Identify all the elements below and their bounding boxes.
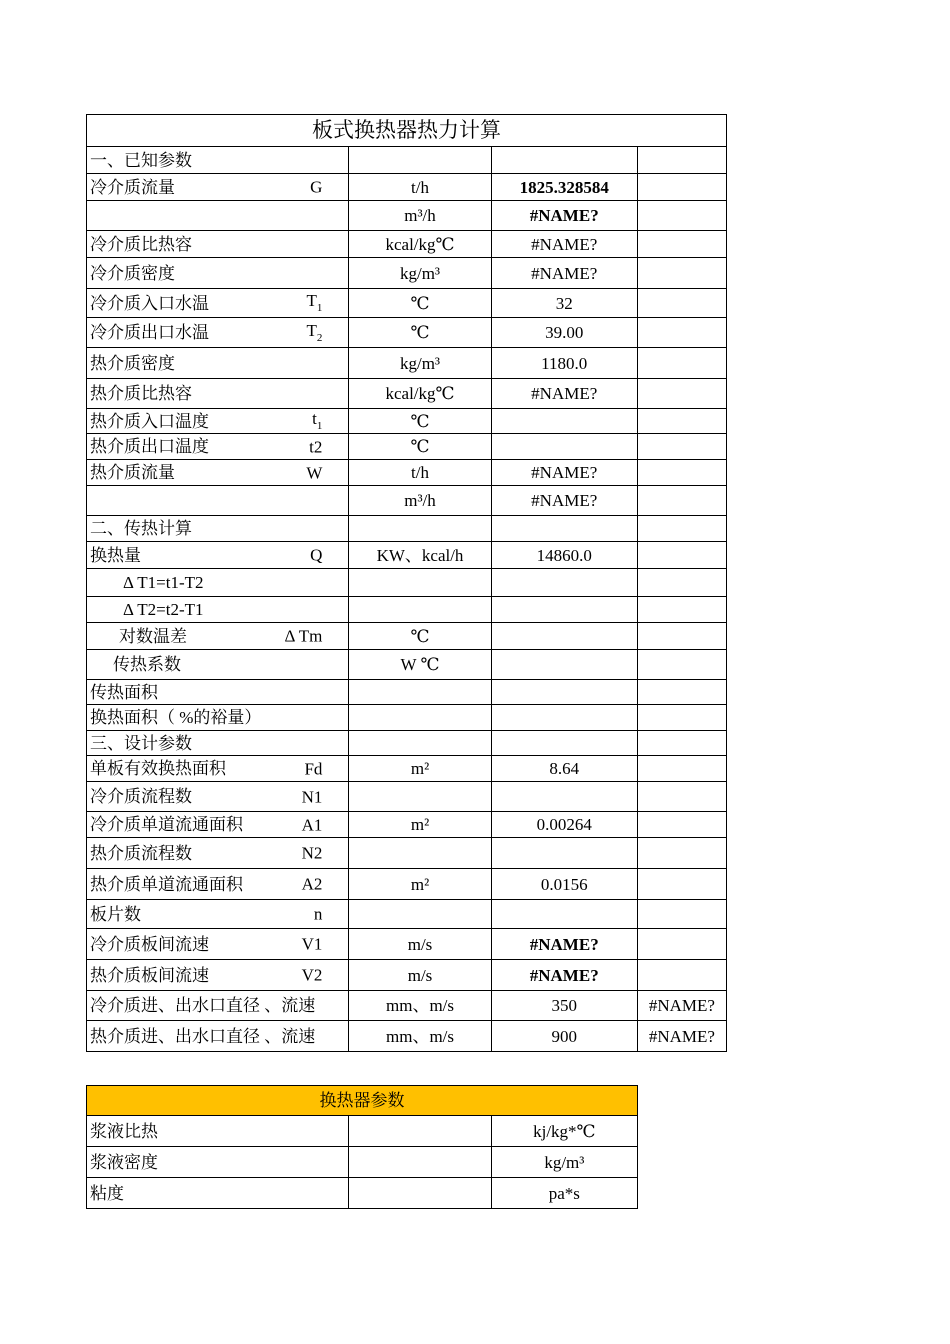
value-cell[interactable]: 1180.0 — [491, 348, 637, 379]
param-label: 冷介质出口水温 — [90, 323, 209, 342]
unit-cell[interactable]: KW、kcal/h — [349, 542, 491, 569]
param-label: 热介质比热容 — [90, 384, 192, 403]
table-row — [87, 929, 727, 960]
table-row — [87, 201, 727, 231]
param-label-cell[interactable] — [87, 991, 349, 1021]
symbol-text: T — [306, 320, 317, 340]
param-label-cell[interactable] — [87, 318, 349, 348]
table-row — [87, 869, 727, 900]
param-label-cell[interactable] — [87, 960, 349, 991]
param-symbol — [302, 876, 323, 893]
param-label: 热介质进、出水口直径 、流速 — [90, 1026, 316, 1046]
param-symbol — [310, 179, 322, 196]
params-unit-cell[interactable]: pa*s — [491, 1178, 637, 1209]
param-label-cell[interactable] — [87, 900, 349, 929]
unit-cell[interactable]: kcal/kg℃ — [349, 231, 491, 258]
param-label-cell[interactable] — [87, 680, 349, 705]
extra-cell[interactable] — [637, 348, 726, 379]
symbol-subscript: 1 — [316, 420, 323, 432]
table-row — [87, 597, 727, 623]
param-symbol — [306, 464, 322, 481]
extra-cell[interactable] — [637, 174, 726, 201]
unit-cell[interactable]: kg/m³ — [349, 348, 491, 379]
param-label-cell[interactable] — [87, 516, 349, 542]
param-label-cell[interactable] — [87, 569, 349, 597]
unit-cell[interactable]: ℃ — [349, 409, 491, 434]
unit-cell[interactable]: W ℃ — [349, 650, 491, 680]
param-symbol — [302, 967, 323, 984]
value-cell[interactable]: 0.00264 — [491, 812, 637, 838]
symbol-text: n — [313, 904, 323, 924]
param-label: 板片数 — [90, 904, 141, 924]
param-label-cell[interactable] — [87, 409, 349, 434]
params-row — [87, 1147, 638, 1178]
extra-cell[interactable] — [637, 838, 726, 869]
symbol-text: Q — [310, 545, 323, 565]
param-label: 传热系数 — [113, 655, 181, 674]
value-cell[interactable] — [491, 650, 637, 680]
param-symbol — [304, 760, 322, 777]
symbol-text: Δ Tm — [284, 626, 323, 646]
unit-cell[interactable]: ℃ — [349, 434, 491, 460]
extra-cell[interactable] — [637, 516, 726, 542]
param-label: 热介质单道流通面积 — [90, 874, 243, 894]
param-label: 单板有效换热面积 — [90, 759, 226, 778]
symbol-text: t2 — [309, 437, 323, 456]
param-label: 热介质出口温度 — [90, 437, 209, 456]
unit-cell[interactable] — [349, 838, 491, 869]
table-row — [87, 379, 727, 409]
table-row — [87, 231, 727, 258]
param-symbol — [302, 845, 323, 862]
unit-cell[interactable] — [349, 731, 491, 756]
param-label-cell[interactable] — [87, 258, 349, 289]
extra-cell[interactable] — [637, 680, 726, 705]
params-title: 换热器参数 — [87, 1086, 638, 1116]
table-row — [87, 680, 727, 705]
unit-cell[interactable]: ℃ — [349, 623, 491, 650]
params-header-row — [87, 1086, 638, 1116]
extra-cell[interactable] — [637, 960, 726, 991]
param-label-cell[interactable] — [87, 289, 349, 318]
unit-cell[interactable] — [349, 147, 491, 174]
symbol-subscript: 1 — [316, 302, 323, 314]
value-cell[interactable]: 350 — [491, 991, 637, 1021]
param-label-cell[interactable] — [87, 348, 349, 379]
table-row — [87, 705, 727, 731]
param-symbol — [302, 788, 323, 805]
params-unit-cell[interactable]: kg/m³ — [491, 1147, 637, 1178]
param-label-cell[interactable] — [87, 782, 349, 812]
params-value-cell[interactable] — [349, 1178, 491, 1209]
symbol-text: Fd — [304, 759, 323, 778]
table-row — [87, 782, 727, 812]
table-row — [87, 409, 727, 434]
value-cell[interactable] — [491, 731, 637, 756]
param-label-cell[interactable] — [87, 174, 349, 201]
heat-exchanger-calc-table — [86, 114, 727, 1052]
param-label-cell[interactable] — [87, 231, 349, 258]
value-cell[interactable] — [491, 147, 637, 174]
extra-cell[interactable] — [637, 782, 726, 812]
param-label-cell[interactable] — [87, 597, 349, 623]
table-row — [87, 516, 727, 542]
params-table-body — [87, 1086, 638, 1209]
params-value-cell[interactable] — [349, 1116, 491, 1147]
param-label: 热介质入口温度 — [90, 411, 209, 431]
extra-cell[interactable] — [637, 379, 726, 409]
param-label-cell[interactable] — [87, 869, 349, 900]
unit-cell[interactable]: m³/h — [349, 201, 491, 231]
calc-table-body — [87, 115, 727, 1052]
value-cell[interactable]: #NAME? — [491, 258, 637, 289]
extra-cell[interactable] — [637, 705, 726, 731]
table-row — [87, 147, 727, 174]
extra-cell[interactable] — [637, 231, 726, 258]
extra-cell[interactable] — [637, 869, 726, 900]
param-label: 对数温差 — [119, 626, 187, 646]
value-cell[interactable]: #NAME? — [491, 960, 637, 991]
unit-cell[interactable]: m² — [349, 812, 491, 838]
unit-cell[interactable] — [349, 516, 491, 542]
extra-cell[interactable]: #NAME? — [637, 991, 726, 1021]
param-label: 冷介质比热容 — [90, 234, 192, 254]
table-row — [87, 650, 727, 680]
value-cell[interactable]: #NAME? — [491, 201, 637, 231]
param-label-cell[interactable] — [87, 623, 349, 650]
param-label: 换热量 — [90, 545, 141, 565]
table-row — [87, 542, 727, 569]
param-label-cell[interactable] — [87, 486, 349, 516]
param-label: 冷介质单道流通面积 — [90, 815, 243, 834]
value-cell[interactable]: 0.0156 — [491, 869, 637, 900]
value-cell[interactable] — [491, 409, 637, 434]
table-row — [87, 460, 727, 486]
param-label-cell[interactable] — [87, 542, 349, 569]
table-row — [87, 838, 727, 869]
extra-cell[interactable] — [637, 258, 726, 289]
extra-cell[interactable] — [637, 460, 726, 486]
value-cell[interactable]: #NAME? — [491, 231, 637, 258]
unit-cell[interactable]: kcal/kg℃ — [349, 379, 491, 409]
param-label: 热介质板间流速 — [90, 965, 209, 985]
param-symbol — [310, 547, 322, 564]
symbol-text: G — [310, 177, 323, 197]
param-label: 冷介质流量 — [90, 177, 175, 197]
params-row — [87, 1178, 638, 1209]
param-label: 三、设计参数 — [90, 733, 192, 753]
extra-cell[interactable] — [637, 289, 726, 318]
unit-cell[interactable]: kg/m³ — [349, 258, 491, 289]
table-row — [87, 960, 727, 991]
extra-cell[interactable] — [637, 929, 726, 960]
unit-cell[interactable]: mm、m/s — [349, 1021, 491, 1052]
unit-cell[interactable] — [349, 782, 491, 812]
param-label-cell[interactable] — [87, 1021, 349, 1052]
unit-cell[interactable]: ℃ — [349, 318, 491, 348]
value-cell[interactable]: 900 — [491, 1021, 637, 1052]
title-row — [87, 115, 727, 147]
value-cell[interactable]: #NAME? — [491, 460, 637, 486]
params-label-cell[interactable]: 粘度 — [87, 1178, 349, 1209]
param-label: 热介质流程数 — [90, 843, 192, 863]
table-row — [87, 289, 727, 318]
param-label: Δ T2=t2-T1 — [123, 600, 204, 619]
unit-cell[interactable] — [349, 569, 491, 597]
table-title: 板式换热器热力计算 — [87, 115, 727, 147]
param-label-cell[interactable] — [87, 929, 349, 960]
extra-cell[interactable] — [637, 623, 726, 650]
extra-cell[interactable] — [637, 731, 726, 756]
table-row — [87, 812, 727, 838]
param-label-cell[interactable] — [87, 812, 349, 838]
value-cell[interactable]: 8.64 — [491, 756, 637, 782]
unit-cell[interactable]: m³/h — [349, 486, 491, 516]
value-cell[interactable]: 39.00 — [491, 318, 637, 348]
unit-cell[interactable]: m/s — [349, 960, 491, 991]
value-cell[interactable] — [491, 569, 637, 597]
param-label-cell[interactable] — [87, 731, 349, 756]
symbol-text: V1 — [301, 934, 323, 954]
value-cell[interactable] — [491, 705, 637, 731]
table-row — [87, 1021, 727, 1052]
params-row — [87, 1116, 638, 1147]
params-label-cell[interactable]: 浆液比热 — [87, 1116, 349, 1147]
param-label: 热介质流量 — [90, 463, 175, 482]
param-label: 冷介质板间流速 — [90, 934, 209, 954]
unit-cell[interactable]: ℃ — [349, 289, 491, 318]
unit-cell[interactable]: t/h — [349, 174, 491, 201]
param-label: 冷介质密度 — [90, 263, 175, 283]
symbol-text: A2 — [301, 874, 323, 894]
value-cell[interactable] — [491, 434, 637, 460]
params-label-cell[interactable]: 浆液密度 — [87, 1147, 349, 1178]
param-symbol — [307, 292, 323, 314]
symbol-text: A1 — [301, 815, 323, 834]
extra-cell[interactable] — [637, 486, 726, 516]
param-label: Δ T1=t1-T2 — [123, 573, 204, 592]
unit-cell[interactable]: m² — [349, 756, 491, 782]
table-row — [87, 731, 727, 756]
value-cell[interactable]: 1825.328584 — [491, 174, 637, 201]
symbol-text: V2 — [301, 965, 323, 985]
table-row — [87, 348, 727, 379]
value-cell[interactable]: #NAME? — [491, 929, 637, 960]
extra-cell[interactable] — [637, 569, 726, 597]
table-row — [87, 569, 727, 597]
table-row — [87, 174, 727, 201]
unit-cell[interactable] — [349, 680, 491, 705]
param-symbol — [302, 936, 323, 953]
param-label: 冷介质入口水温 — [90, 293, 209, 313]
extra-cell[interactable] — [637, 318, 726, 348]
symbol-text: t — [312, 409, 317, 428]
table-row — [87, 486, 727, 516]
param-label-cell[interactable] — [87, 838, 349, 869]
extra-cell[interactable] — [637, 597, 726, 623]
param-label-cell[interactable] — [87, 379, 349, 409]
params-unit-cell[interactable]: kj/kg*℃ — [491, 1116, 637, 1147]
param-symbol — [307, 322, 323, 344]
extra-cell[interactable] — [637, 812, 726, 838]
extra-cell[interactable] — [637, 650, 726, 680]
table-row — [87, 900, 727, 929]
param-symbol — [302, 816, 323, 833]
value-cell[interactable] — [491, 623, 637, 650]
unit-cell[interactable]: t/h — [349, 460, 491, 486]
param-label: 一、已知参数 — [90, 150, 192, 170]
unit-cell[interactable]: m/s — [349, 929, 491, 960]
extra-cell[interactable] — [637, 900, 726, 929]
value-cell[interactable] — [491, 516, 637, 542]
param-label-cell[interactable] — [87, 201, 349, 231]
value-cell[interactable] — [491, 900, 637, 929]
extra-cell[interactable] — [637, 147, 726, 174]
symbol-text: N1 — [301, 787, 323, 806]
extra-cell[interactable] — [637, 201, 726, 231]
param-label: 热介质密度 — [90, 353, 175, 373]
param-label: 二、传热计算 — [90, 519, 192, 538]
param-symbol — [314, 906, 323, 923]
unit-cell[interactable] — [349, 597, 491, 623]
param-label: 换热面积（ %的裕量） — [90, 708, 262, 727]
param-label-cell[interactable] — [87, 434, 349, 460]
symbol-text: W — [306, 463, 323, 482]
value-cell[interactable] — [491, 680, 637, 705]
symbol-text: N2 — [301, 843, 323, 863]
value-cell[interactable] — [491, 838, 637, 869]
table-row — [87, 756, 727, 782]
param-label: 冷介质进、出水口直径 、流速 — [90, 996, 316, 1015]
param-label-cell[interactable] — [87, 705, 349, 731]
value-cell[interactable]: #NAME? — [491, 486, 637, 516]
unit-cell[interactable]: mm、m/s — [349, 991, 491, 1021]
table-row — [87, 623, 727, 650]
unit-cell[interactable] — [349, 900, 491, 929]
param-label-cell[interactable] — [87, 756, 349, 782]
param-label: 冷介质流程数 — [90, 787, 192, 806]
value-cell[interactable]: 14860.0 — [491, 542, 637, 569]
table-row — [87, 991, 727, 1021]
table-row — [87, 258, 727, 289]
extra-cell[interactable] — [637, 756, 726, 782]
param-label-cell[interactable] — [87, 147, 349, 174]
symbol-text: T — [306, 291, 317, 310]
value-cell[interactable] — [491, 597, 637, 623]
param-label-cell[interactable] — [87, 650, 349, 680]
table-row — [87, 318, 727, 348]
value-cell[interactable]: 32 — [491, 289, 637, 318]
exchanger-params-table — [86, 1085, 638, 1209]
param-label: 传热面积 — [90, 682, 158, 702]
param-label-cell[interactable] — [87, 460, 349, 486]
param-symbol — [309, 438, 322, 455]
unit-cell[interactable] — [349, 705, 491, 731]
table-row — [87, 434, 727, 460]
symbol-subscript: 2 — [316, 331, 323, 344]
value-cell[interactable] — [491, 782, 637, 812]
param-symbol — [285, 628, 323, 645]
extra-cell[interactable] — [637, 434, 726, 460]
value-cell[interactable]: #NAME? — [491, 379, 637, 409]
extra-cell[interactable] — [637, 409, 726, 434]
params-value-cell[interactable] — [349, 1147, 491, 1178]
extra-cell[interactable] — [637, 542, 726, 569]
param-symbol — [312, 410, 322, 432]
extra-cell[interactable]: #NAME? — [637, 1021, 726, 1052]
unit-cell[interactable]: m² — [349, 869, 491, 900]
